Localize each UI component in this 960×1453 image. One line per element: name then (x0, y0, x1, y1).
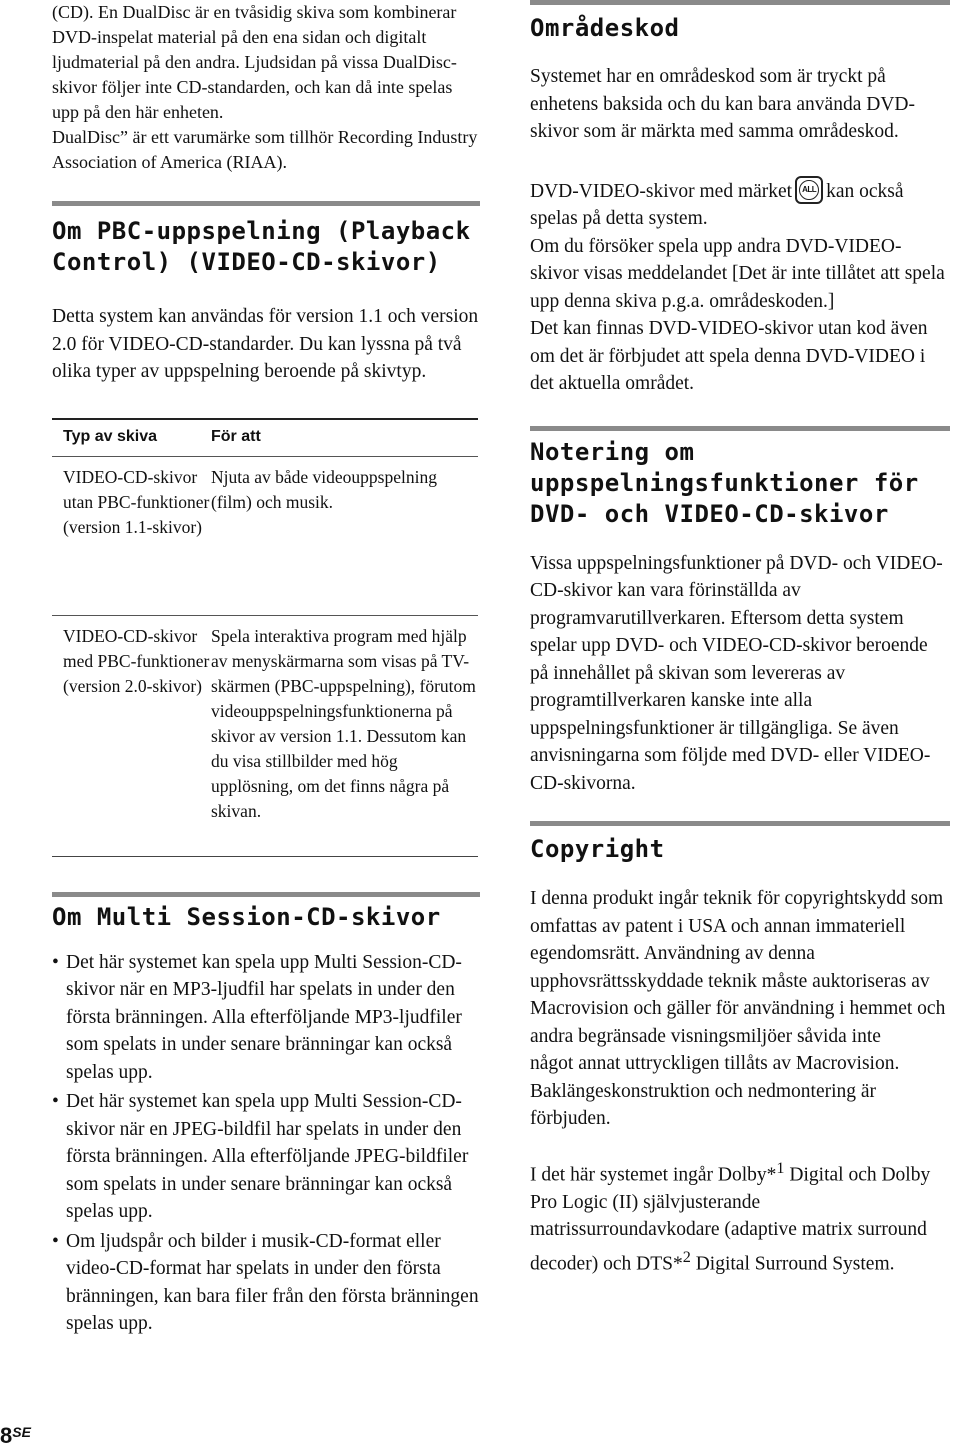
page-language-suffix: SE (12, 1424, 31, 1440)
pbc-table (52, 418, 478, 857)
list-item: • Det här systemet kan spela upp Multi Session-CD-skivor när en JPEG-bildfil har spelats in under den första bränningen. Alla efterföljande JPEG-bildfiler som spelats in under senare bränningar kan också spelas upp. (52, 1088, 480, 1226)
right-column (530, 0, 950, 1278)
copyright-paragraph-continued: något annat uttryckligen tillåts av Macrovision. Baklängeskonstruktion och nedmontering är förbjuden. (530, 1053, 900, 1129)
region-all-logo-icon (795, 176, 823, 204)
dualdisc-paragraph: (CD). En DualDisc är en tvåsidig skiva som kombinerar DVD-inspelat material på den ena sidan och digitalt ljudmaterial på den andra. Ljudsidan på vissa DualDisc-skivor följer inte CD-standarden, och kan då inte spelas upp på den här enheten. (52, 2, 457, 122)
footnote-marker: 2 (682, 1247, 691, 1266)
dolby-paragraph (530, 1155, 950, 1278)
list-item: • Det här systemet kan spela upp Multi Session-CD-skivor när en MP3-ljudfil har spelats in under den första bränningen. Alla efterföljande MP3-ljudfiler som spelats in under senare bränningar kan också spelas upp. (52, 949, 480, 1087)
playback-notes-paragraph: Vissa uppspelningsfunktioner på DVD- och VIDEO-CD-skivor kan vara förinställda av programvarutillverkaren. Eftersom detta system spelar upp DVD- och VIDEO-CD-skivor beroende på innehållet på skivan som levereras av programtillverkaren kanske inte alla uppspelningsfunktioner är tillgängliga. Se även anvisningarna som följde med DVD- eller VIDEO-CD-skivorna. (530, 552, 943, 794)
page-number-value: 8 (0, 1423, 13, 1448)
table-cell-action: Spela interaktiva program med hjälp av menyskärmarna som visas på TV-skärmen (PBC-uppspelning), förutom videouppspelningsfunktionerna på skivor av version 1.1. Dessutom kan du visa stillbilder med hög upplösning, om det finns några på skivan. (211, 625, 476, 821)
region-message-paragraph: Om du försöker spela upp andra DVD-VIDEO-skivor visas meddelandet [Det är inte tillåtet att spela upp denna skiva p.g.a. områdeskoden.] (530, 235, 945, 312)
dolby-text: Digital Surround System. (690, 1253, 895, 1274)
table-cell-action: Njuta av både videouppspelning (film) och musik. (211, 466, 437, 512)
multi-session-list (52, 949, 480, 1338)
dolby-text: I det här systemet ingår Dolby* (530, 1164, 777, 1185)
table-cell-disc-type: VIDEO-CD-skivor utan PBC-funktioner (version 1.1-skivor) (63, 466, 210, 537)
footnote-marker: 1 (776, 1158, 785, 1177)
region-all-paragraph (530, 176, 950, 233)
table-header-action: För att (211, 427, 261, 445)
table-row (52, 456, 478, 615)
copyright-paragraph: I denna produkt ingår teknik för copyrightskydd som omfattas av patent i USA och annan immateriell egendomsrätt. Användning av denna upphovsrättsskyddade teknik måste auktoriseras av Macrovision och gäller för användning i hemmet och andra begränsade visningsmiljöer såvida inte (530, 888, 946, 1047)
region-paragraph: Systemet har en områdeskod som är tryckt på enhetens baksida och du kan bara använda DVD-skivor som är märkta med samma områdeskod. (530, 66, 915, 142)
playback-notes-heading: Notering om uppspelningsfunktioner för DVD- och VIDEO-CD-skivor (530, 437, 919, 528)
list-item: • Om ljudspår och bilder i musik-CD-format eller video-CD-format har spelats in under den första bränningen, kan bara filer från den första bränningen spelas upp. (52, 1228, 480, 1338)
multi-session-heading: Om Multi Session-CD-skivor (52, 902, 441, 931)
table-row (52, 615, 478, 856)
region-code-heading: Områdeskod (530, 14, 680, 42)
region-nocode-paragraph: Det kan finnas DVD-VIDEO-skivor utan kod även om det är förbjudet att spela denna DVD-VIDEO i det aktuella området. (530, 318, 928, 394)
pbc-paragraph: Detta system kan användas för version 1.1 och version 2.0 för VIDEO-CD-standarder. Du kan lyssna på två olika typer av uppspelning beroende på skivtyp. (52, 306, 479, 382)
region-all-text-end: kan också spelas på detta system. (530, 180, 904, 229)
dualdisc-trademark-note: DualDisc” är ett varumärke som tillhör Recording Industry Association of America (RIAA). (52, 127, 478, 172)
page-number (0, 1423, 31, 1449)
copyright-heading: Copyright (530, 835, 665, 863)
region-all-logo-text: ALL (799, 180, 819, 200)
left-column (52, 0, 480, 1338)
table-cell-disc-type: VIDEO-CD-skivor med PBC-funktioner (version 2.0-skivor) (63, 625, 210, 696)
table-header-type: Typ av skiva (63, 427, 157, 445)
region-all-text: DVD-VIDEO-skivor med märket (530, 180, 793, 202)
dolby-text: Digital och Dolby Pro Logic (II) självjusterande matrissurroundavkodare (adaptive matrix surround decoder) och DTS* (530, 1164, 931, 1274)
pbc-heading: Om PBC-uppspelning (Playback Control) (VIDEO-CD-skivor) (52, 217, 471, 276)
